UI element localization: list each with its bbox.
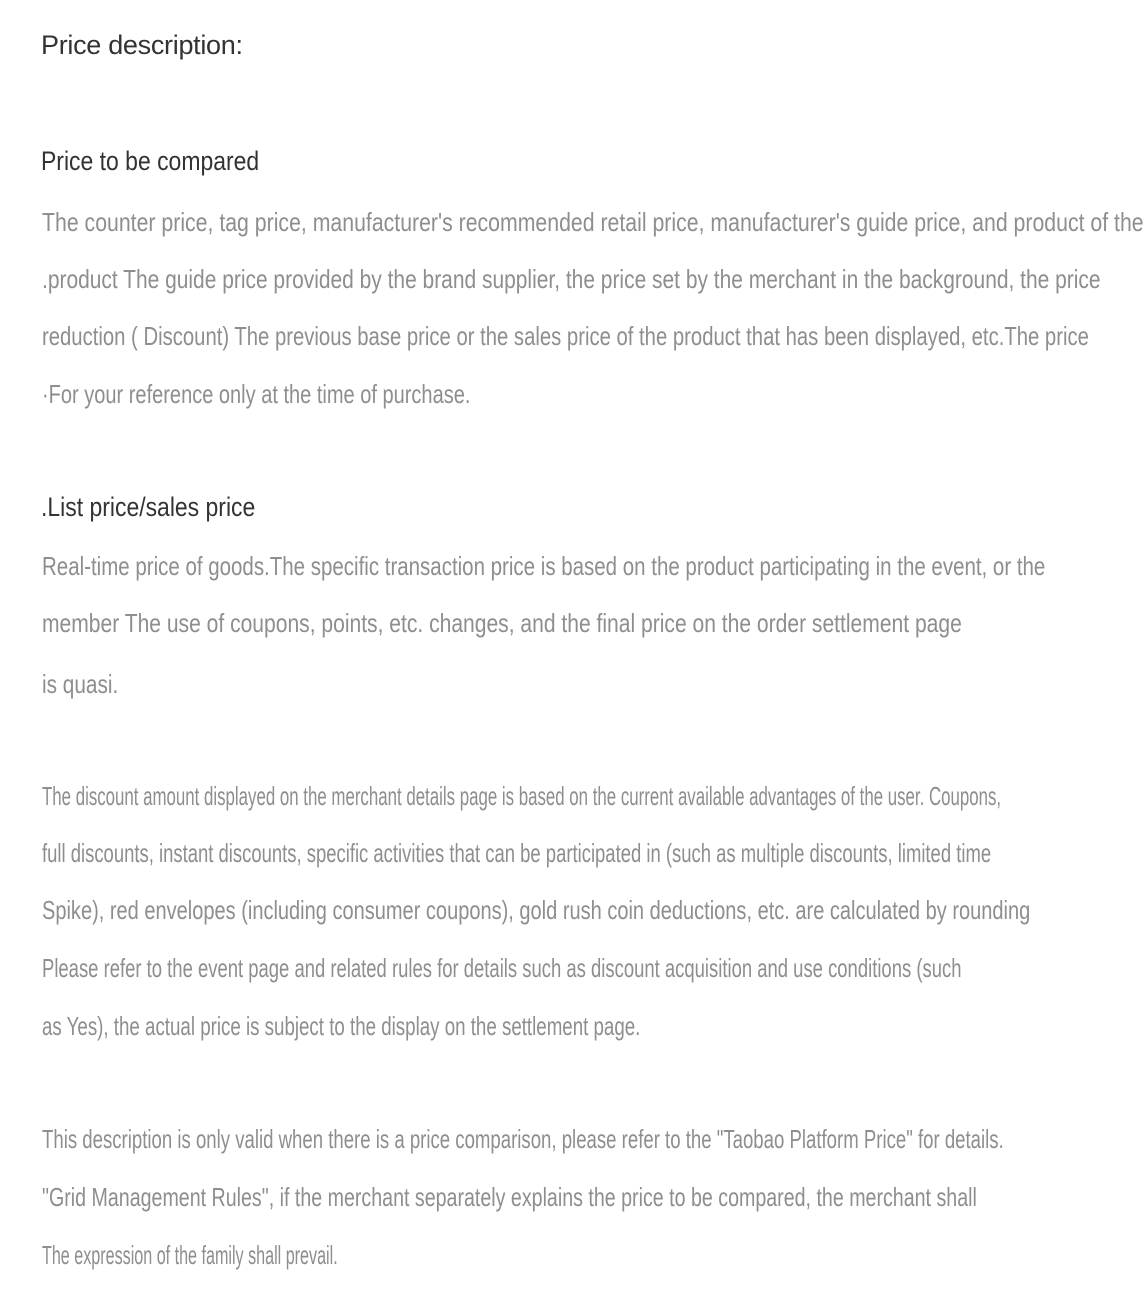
paragraph-line: The expression of the family shall prevail.	[42, 1240, 338, 1270]
paragraph-line: This description is only valid when there is a price comparison, please refer to the "Taobao Platform Price" for details.	[42, 1124, 1004, 1154]
paragraph-line: full discounts, instant discounts, specific activities that can be participated in (such as multiple discounts, limited time	[42, 838, 992, 868]
paragraph-line: is quasi.	[42, 669, 119, 699]
page-title: Price description:	[41, 30, 243, 60]
paragraph-line: as Yes), the actual price is subject to the display on the settlement page.	[42, 1011, 641, 1041]
section-heading-list-price: .List price/sales price	[41, 492, 256, 522]
paragraph-line: Spike), red envelopes (including consumer coupons), gold rush coin deductions, etc. are calculated by rounding	[42, 895, 1031, 925]
paragraph-line: member The use of coupons, points, etc. changes, and the final price on the order settlement page	[42, 608, 962, 638]
paragraph-line: reduction ( Discount) The previous base price or the sales price of the product that has been displayed, etc.The price	[42, 321, 1089, 351]
paragraph-line: "Grid Management Rules", if the merchant separately explains the price to be compared, the merchant shall	[42, 1182, 977, 1212]
paragraph-line: The counter price, tag price, manufacturer's recommended retail price, manufacturer's guide price, and product of the	[42, 207, 1144, 237]
paragraph-line: Please refer to the event page and related rules for details such as discount acquisition and use conditions (such	[42, 953, 962, 983]
paragraph-line: Real-time price of goods.The specific transaction price is based on the product participating in the event, or the	[42, 551, 1046, 581]
section-heading-price-compared: Price to be compared	[41, 146, 260, 176]
paragraph-line: .product The guide price provided by the brand supplier, the price set by the merchant in the background, the price	[42, 264, 1101, 294]
paragraph-line: ·For your reference only at the time of purchase.	[42, 379, 471, 409]
paragraph-line: The discount amount displayed on the merchant details page is based on the current available advantages of the user. Coupons,	[42, 781, 1002, 811]
